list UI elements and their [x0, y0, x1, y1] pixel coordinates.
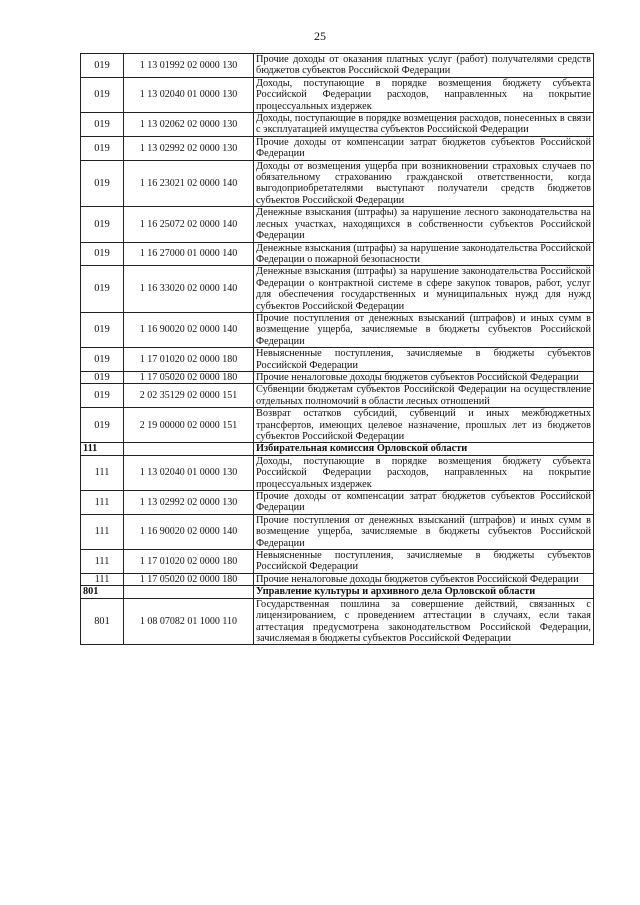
- revenue-name-cell: Субвенции бюджетам субъектов Российской Федерации на осуществление отдельных полномочий в области лесных отношений: [254, 384, 594, 408]
- table-row: [81, 384, 594, 408]
- revenue-code-cell: 1 13 02992 02 0000 130: [124, 491, 254, 515]
- revenue-code-cell: 1 13 02040 01 0000 130: [124, 77, 254, 112]
- admin-code-cell: 111: [81, 573, 124, 585]
- admin-code-cell: 019: [81, 371, 124, 383]
- table-row: [81, 491, 594, 515]
- revenue-name-cell: Прочие доходы от компенсации затрат бюджетов субъектов Российской Федерации: [254, 491, 594, 515]
- revenue-name-cell: Прочие неналоговые доходы бюджетов субъектов Российской Федерации: [254, 371, 594, 383]
- revenue-name-cell: Доходы, поступающие в порядке возмещения расходов, понесенных в связи с эксплуатацией имущества субъектов Российской Федерации: [254, 113, 594, 137]
- revenue-name-cell: Управление культуры и архивного дела Орловской области: [254, 586, 594, 598]
- table-row: [81, 207, 594, 242]
- admin-code-cell: 111: [81, 550, 124, 574]
- revenue-name-cell: Доходы от возмещения ущерба при возникновении страховых случаев по обязательному страхованию гражданской ответственности, когда выгодоприобретателями выступают получатели средств бюджетов субъектов Российской Федерации: [254, 160, 594, 207]
- revenue-name-cell: Прочие доходы от компенсации затрат бюджетов субъектов Российской Федерации: [254, 136, 594, 160]
- table-row: [81, 77, 594, 112]
- revenue-name-cell: Возврат остатков субсидий, субвенций и иных межбюджетных трансфертов, имеющих целевое назначение, прошлых лет из бюджетов субъектов Российской Федерации: [254, 408, 594, 443]
- revenue-name-cell: Прочие доходы от оказания платных услуг (работ) получателями средств бюджетов субъектов Российской Федерации: [254, 54, 594, 78]
- revenue-code-cell: 1 13 01992 02 0000 130: [124, 54, 254, 78]
- revenue-code-cell: 1 17 01020 02 0000 180: [124, 348, 254, 372]
- page-number: 25: [314, 29, 326, 43]
- table-row: [81, 266, 594, 313]
- revenue-name-cell: Невыясненные поступления, зачисляемые в бюджеты субъектов Российской Федерации: [254, 348, 594, 372]
- revenue-name-cell: Доходы, поступающие в порядке возмещения бюджету субъекта Российской Федерации расходов, направленных на покрытие процессуальных издержек: [254, 77, 594, 112]
- table-row: [81, 371, 594, 383]
- revenue-code-cell: 1 13 02040 01 0000 130: [124, 455, 254, 490]
- revenue-name-cell: Прочие поступления от денежных взысканий (штрафов) и иных сумм в возмещение ущерба, зачисляемые в бюджеты субъектов Российской Федерации: [254, 514, 594, 549]
- revenue-code-cell: 1 16 90020 02 0000 140: [124, 312, 254, 347]
- table-row: [81, 455, 594, 490]
- revenue-name-cell: Прочие поступления от денежных взысканий (штрафов) и иных сумм в возмещение ущерба, зачисляемые в бюджеты субъектов Российской Федерации: [254, 312, 594, 347]
- admin-code-cell: 019: [81, 408, 124, 443]
- revenue-code-cell: [124, 443, 254, 455]
- admin-code-cell: 111: [81, 514, 124, 549]
- revenue-code-cell: 1 13 02992 02 0000 130: [124, 136, 254, 160]
- revenue-code-cell: 1 16 25072 02 0000 140: [124, 207, 254, 242]
- revenue-code-cell: 2 02 35129 02 0000 151: [124, 384, 254, 408]
- admin-code-cell: 019: [81, 77, 124, 112]
- revenue-code-cell: 1 16 90020 02 0000 140: [124, 514, 254, 549]
- admin-code-cell: 111: [81, 443, 124, 455]
- admin-code-cell: 801: [81, 586, 124, 598]
- table-row: [81, 514, 594, 549]
- table-row: [81, 160, 594, 207]
- admin-code-cell: 019: [81, 384, 124, 408]
- admin-code-cell: 019: [81, 242, 124, 266]
- revenue-code-cell: 1 16 23021 02 0000 140: [124, 160, 254, 207]
- admin-code-cell: 019: [81, 136, 124, 160]
- table-row: [81, 598, 594, 645]
- revenue-code-cell: 1 17 01020 02 0000 180: [124, 550, 254, 574]
- admin-code-cell: 019: [81, 54, 124, 78]
- table-row: [81, 113, 594, 137]
- revenue-code-cell: 1 13 02062 02 0000 130: [124, 113, 254, 137]
- revenue-code-cell: 1 16 27000 01 0000 140: [124, 242, 254, 266]
- table-row: [81, 312, 594, 347]
- revenue-name-cell: Государственная пошлина за совершение действий, связанных с лицензированием, с проведением аттестации в случаях, если такая аттестация предусмотрена законодательством Российской Федерации, зачисляемая в бюджеты субъектов Российской Федерации: [254, 598, 594, 645]
- revenue-name-cell: Невыясненные поступления, зачисляемые в бюджеты субъектов Российской Федерации: [254, 550, 594, 574]
- admin-code-cell: 019: [81, 113, 124, 137]
- admin-code-cell: 019: [81, 266, 124, 313]
- revenue-name-cell: Прочие неналоговые доходы бюджетов субъектов Российской Федерации: [254, 573, 594, 585]
- admin-code-cell: 111: [81, 455, 124, 490]
- revenue-code-cell: 1 17 05020 02 0000 180: [124, 573, 254, 585]
- revenue-code-cell: [124, 586, 254, 598]
- revenue-code-cell: 1 17 05020 02 0000 180: [124, 371, 254, 383]
- revenue-name-cell: Доходы, поступающие в порядке возмещения бюджету субъекта Российской Федерации расходов, направленных на покрытие процессуальных издержек: [254, 455, 594, 490]
- table-row: [81, 136, 594, 160]
- revenue-code-cell: 1 08 07082 01 1000 110: [124, 598, 254, 645]
- table-row: [81, 408, 594, 443]
- admin-code-cell: 019: [81, 348, 124, 372]
- table-section-header: [81, 443, 594, 455]
- revenue-name-cell: Избирательная комиссия Орловской области: [254, 443, 594, 455]
- table-body: [81, 54, 594, 645]
- revenue-code-cell: 2 19 00000 02 0000 151: [124, 408, 254, 443]
- table-row: [81, 348, 594, 372]
- revenue-name-cell: Денежные взыскания (штрафы) за нарушение законодательства Российской Федерации о пожарной безопасности: [254, 242, 594, 266]
- table-row: [81, 54, 594, 78]
- admin-code-cell: 111: [81, 491, 124, 515]
- table-row: [81, 242, 594, 266]
- table-row: [81, 550, 594, 574]
- revenue-name-cell: Денежные взыскания (штрафы) за нарушение лесного законодательства на лесных участках, находящихся в собственности субъектов Российской Федерации: [254, 207, 594, 242]
- admin-code-cell: 801: [81, 598, 124, 645]
- revenue-codes-table: [80, 53, 594, 645]
- admin-code-cell: 019: [81, 207, 124, 242]
- table-section-header: [81, 586, 594, 598]
- revenue-name-cell: Денежные взыскания (штрафы) за нарушение законодательства Российской Федерации о контрактной системе в сфере закупок товаров, работ, услуг для обеспечения государственных и муниципальных нужд для нужд субъектов Российской Федерации: [254, 266, 594, 313]
- admin-code-cell: 019: [81, 312, 124, 347]
- revenue-code-cell: 1 16 33020 02 0000 140: [124, 266, 254, 313]
- admin-code-cell: 019: [81, 160, 124, 207]
- table-row: [81, 573, 594, 585]
